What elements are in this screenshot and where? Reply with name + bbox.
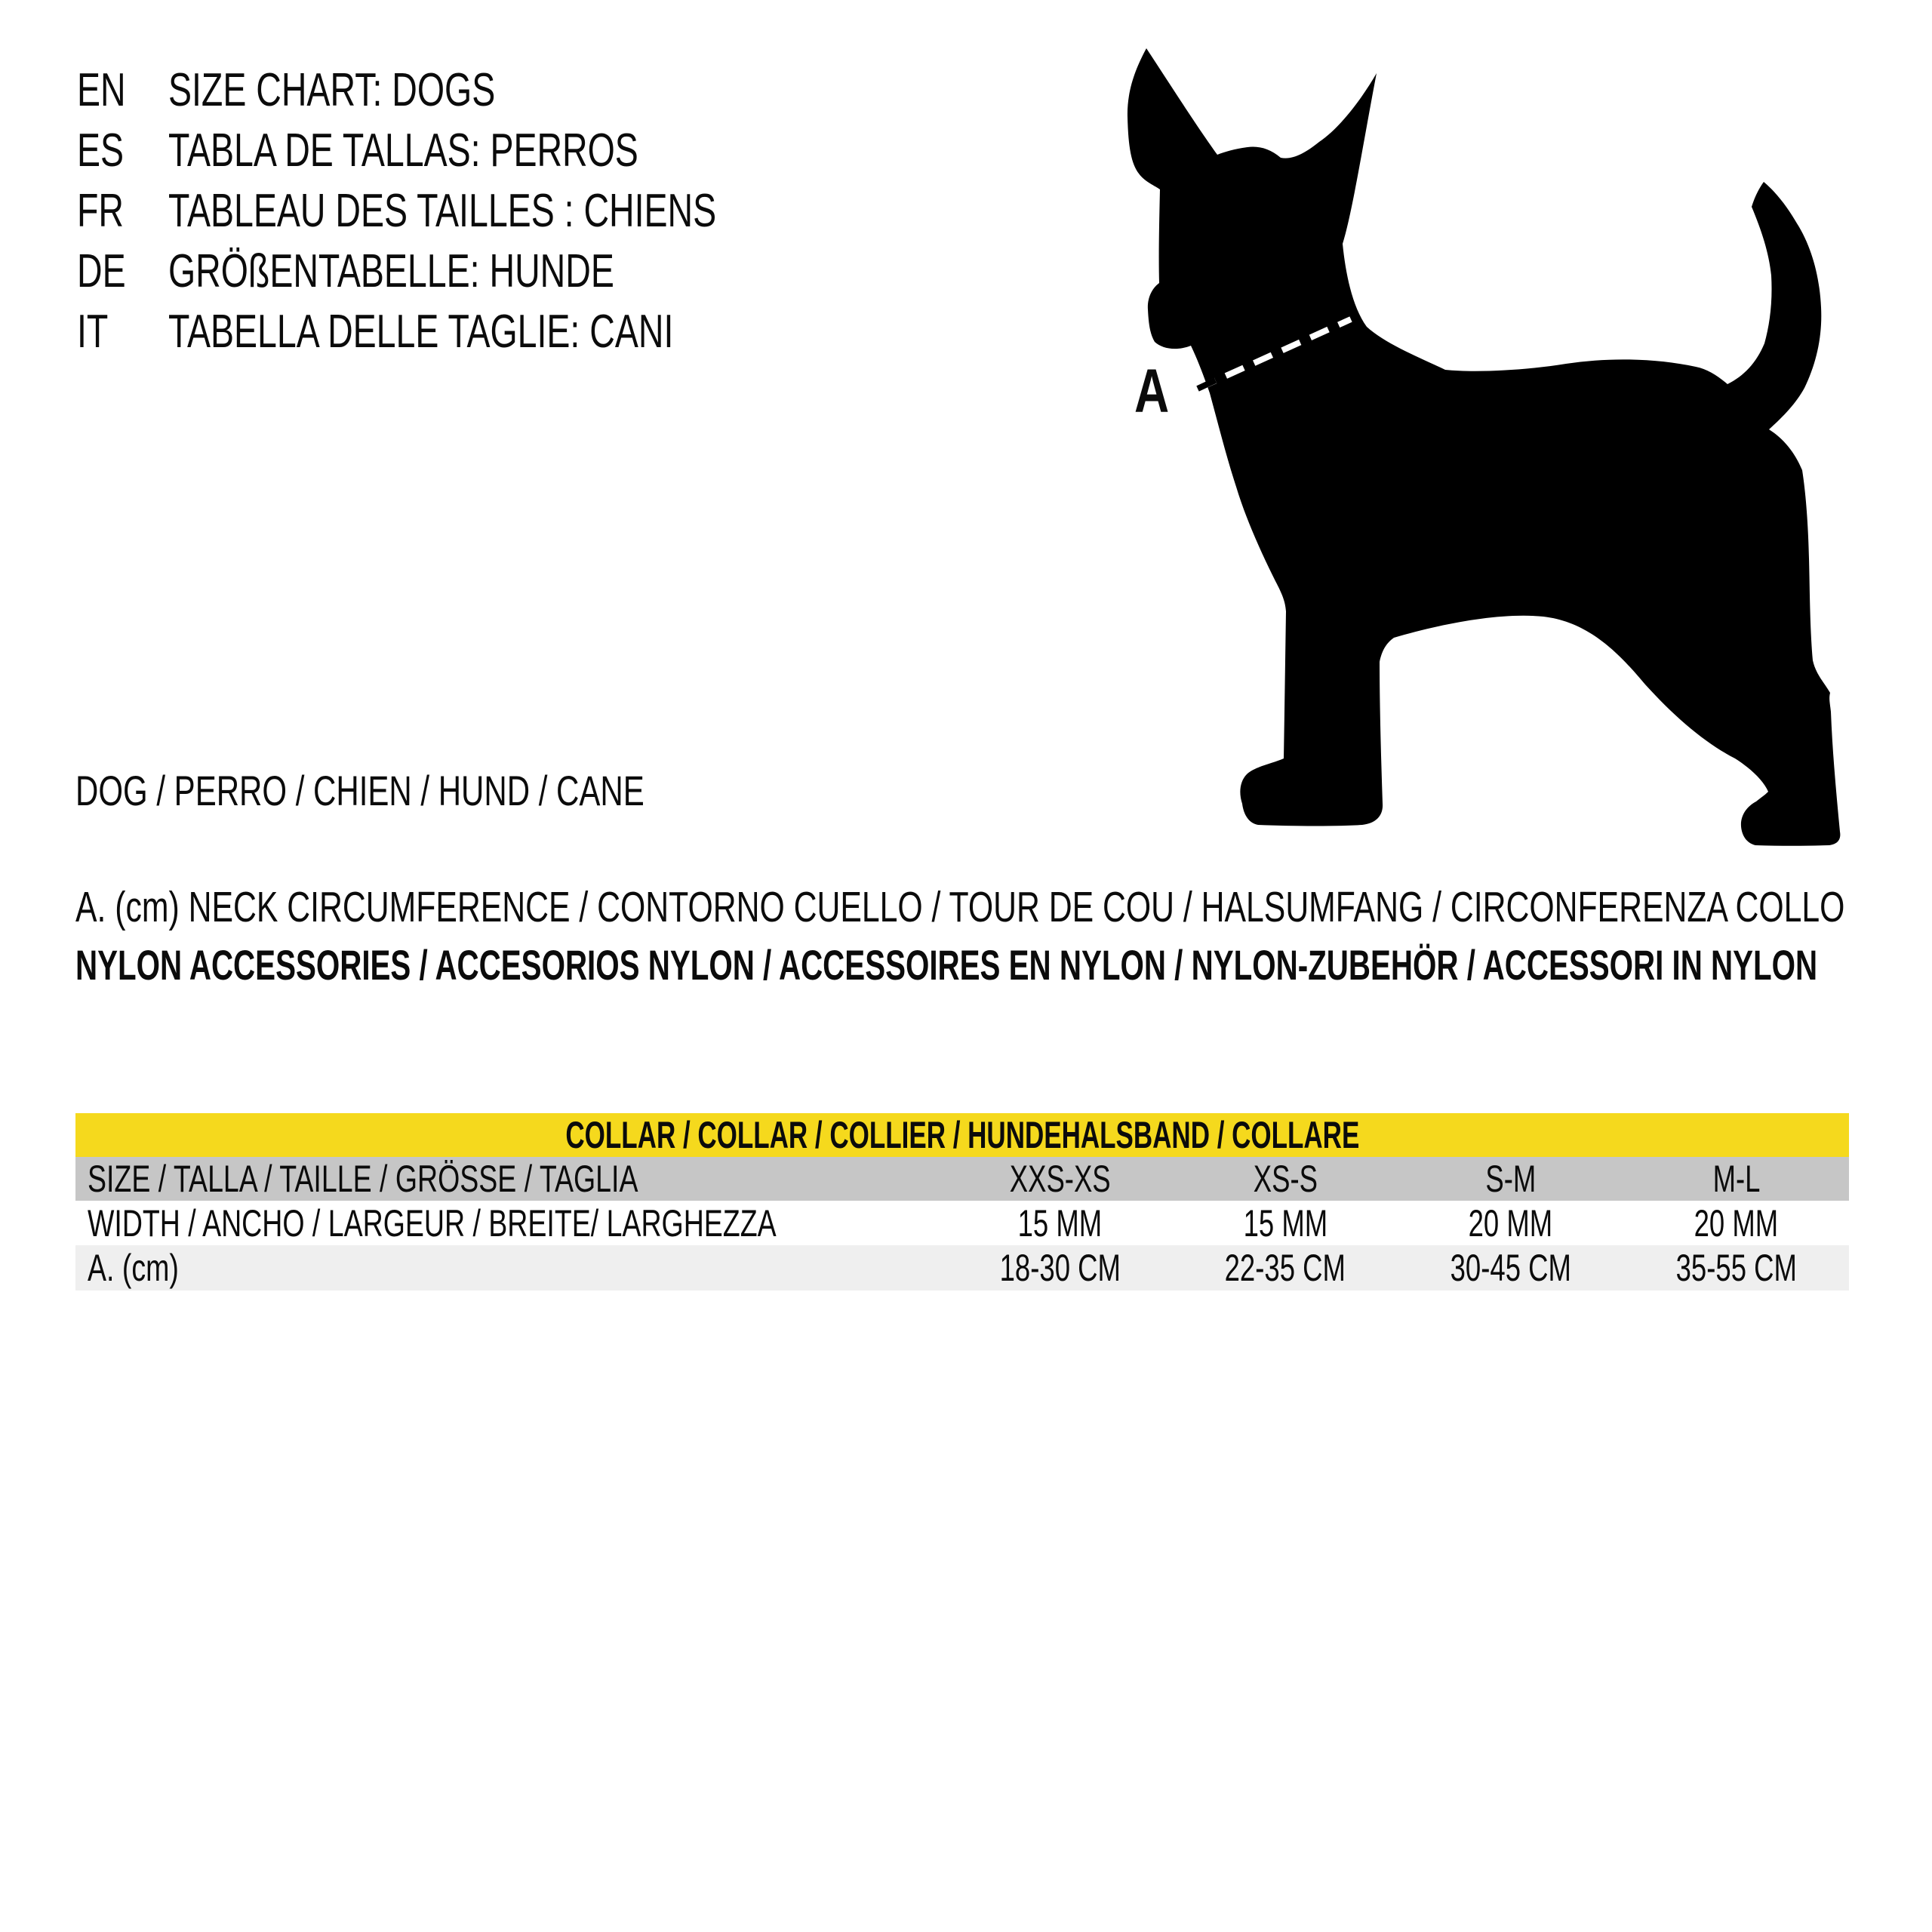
table-row-width: [75, 1201, 1849, 1245]
row-label: SIZE / TALLA / TAILLE / GRÖSSE / TAGLIA: [88, 1158, 638, 1200]
neck-range-value: 35-55 CM: [1675, 1247, 1797, 1289]
row-label: WIDTH / ANCHO / LARGEUR / BREITE/ LARGHEZZA: [88, 1201, 777, 1244]
neck-range-value: 22-35 CM: [1224, 1247, 1346, 1289]
width-value: 20 MM: [1469, 1201, 1553, 1244]
lang-title: TABLEAU DES TAILLES : CHIENS: [168, 184, 717, 237]
lang-title: TABELLA DELLE TAGLIE: CANI: [168, 305, 674, 358]
lang-code: IT: [77, 305, 109, 358]
table-title-band: [75, 1113, 1849, 1157]
lang-code: FR: [77, 184, 124, 237]
lang-code: DE: [77, 245, 126, 297]
size-value: S-M: [1485, 1158, 1537, 1200]
lang-row-it: [77, 301, 899, 361]
neck-range-value: 30-45 CM: [1450, 1247, 1572, 1289]
lang-row-es: [77, 120, 899, 180]
lang-code: EN: [77, 63, 126, 116]
language-title-list: [77, 60, 899, 361]
lang-row-en: [77, 60, 899, 120]
width-value: 15 MM: [1243, 1201, 1327, 1244]
animal-caption: DOG / PERRO / CHIEN / HUND / CANE: [75, 767, 645, 814]
lang-row-fr: [77, 180, 899, 241]
chihuahua-silhouette-icon: [1113, 34, 1894, 849]
width-value: 15 MM: [1017, 1201, 1103, 1244]
lang-row-de: [77, 241, 899, 301]
table-row-neck-a: [75, 1245, 1849, 1291]
table-row-size: [75, 1157, 1849, 1201]
size-value: M-L: [1712, 1158, 1761, 1200]
lang-title: GRÖßENTABELLE: HUNDE: [168, 245, 614, 297]
neck-range-value: 18-30 CM: [999, 1247, 1121, 1289]
collar-size-table: [75, 1113, 1849, 1291]
neck-circumference-note: A. (cm) NECK CIRCUMFERENCE / CONTORNO CUELLO / TOUR DE COU / HALSUMFANG / CIRCONFERENZA COLLO: [75, 883, 1845, 931]
lang-code: ES: [77, 124, 125, 177]
dog-measure-diagram: [1113, 34, 1894, 849]
lang-title: TABLA DE TALLAS: PERROS: [168, 124, 638, 177]
size-value: XS-S: [1253, 1158, 1318, 1200]
lang-title: SIZE CHART: DOGS: [168, 63, 496, 116]
width-value: 20 MM: [1694, 1201, 1779, 1244]
nylon-accessories-note: NYLON ACCESSORIES / ACCESORIOS NYLON / ACCESSOIRES EN NYLON / NYLON-ZUBEHÖR / ACCESSORI IN NYLON: [75, 941, 1818, 989]
measure-point-a-label: A: [1134, 357, 1170, 426]
table-title: COLLAR / COLLAR / COLLIER / HUNDEHALSBAND / COLLARE: [565, 1114, 1359, 1156]
size-value: XXS-XS: [1009, 1158, 1111, 1200]
row-label: A. (cm): [88, 1247, 179, 1289]
